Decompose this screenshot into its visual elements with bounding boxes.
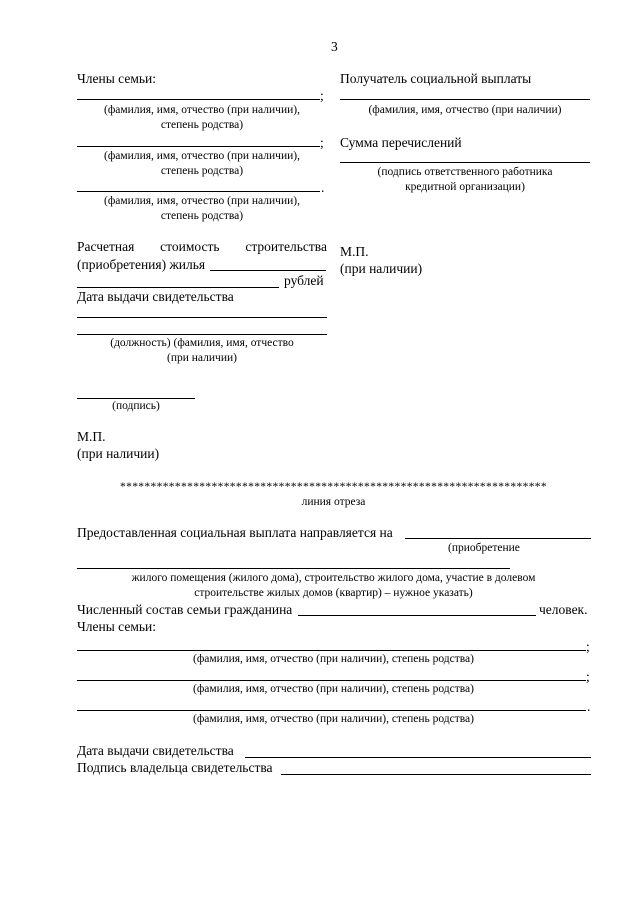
estimated-cost-line1 <box>77 240 327 254</box>
stamp-note-right: (при наличии) <box>340 261 423 276</box>
estimated-cost-word-3: строительства <box>245 239 327 254</box>
signature-line <box>77 398 195 399</box>
family-members-label: Члены семьи: <box>77 71 156 86</box>
page-number: 3 <box>331 39 338 54</box>
stub-member-caption-3: (фамилия, имя, отчество (при наличии), степень родства) <box>193 713 474 725</box>
bank-signature-caption-line2: кредитной организации) <box>405 181 525 193</box>
stub-issue-date-label: Дата выдачи свидетельства <box>77 743 234 758</box>
separator-semicolon: ; <box>320 88 324 103</box>
bank-signature-caption-line1: (подпись ответственного работника <box>377 166 553 178</box>
stub-issue-date-line <box>245 757 591 758</box>
family-count-line <box>298 615 536 616</box>
family-member-line-1 <box>77 99 320 100</box>
cut-line-label: линия отреза <box>301 496 366 508</box>
stub-member-caption-1: (фамилия, имя, отчество (при наличии), степень родства) <box>193 653 474 665</box>
issue-date-line-2 <box>77 334 327 335</box>
member-caption-3-line1: (фамилия, имя, отчество (при наличии), <box>104 195 300 207</box>
stub-family-members-label: Члены семьи: <box>77 619 156 634</box>
stub-separator-period: . <box>587 699 591 714</box>
purpose-caption-3: строительстве жилых домов (квартир) – нужное указать) <box>194 587 473 599</box>
direction-text: Предоставленная социальная выплата направляется на <box>77 525 393 540</box>
stub-member-caption-2: (фамилия, имя, отчество (при наличии), степень родства) <box>193 683 474 695</box>
member-caption-1-line1: (фамилия, имя, отчество (при наличии), <box>104 104 300 116</box>
estimated-cost-word-1: Расчетная <box>77 239 135 254</box>
signature-caption: (подпись) <box>112 400 160 412</box>
stub-separator-semicolon: ; <box>586 669 590 684</box>
issue-date-label: Дата выдачи свидетельства <box>77 289 234 304</box>
separator-semicolon: ; <box>320 135 324 150</box>
amount-label: Сумма перечислений <box>340 135 462 150</box>
member-caption-3-line2: степень родства) <box>160 210 244 222</box>
family-member-line-3 <box>77 191 320 192</box>
member-caption-2-line2: степень родства) <box>160 165 244 177</box>
purpose-caption-1: (приобретение <box>448 542 520 554</box>
stub-member-line-2 <box>77 680 586 681</box>
stub-separator-semicolon: ; <box>586 639 590 654</box>
stamp-label-left: М.П. <box>77 429 106 444</box>
family-count-label: Численный состав семьи гражданина <box>77 602 293 617</box>
recipient-label: Получатель социальной выплаты <box>340 71 532 86</box>
cut-line-stars: ********************************************************************** <box>120 481 547 493</box>
estimated-cost-line2: (приобретения) жилья <box>77 257 206 272</box>
issue-date-line-1 <box>77 317 327 318</box>
stub-member-line-3 <box>77 710 586 711</box>
stamp-note-left: (при наличии) <box>77 446 160 461</box>
estimated-cost-word-2: стоимость <box>160 239 220 254</box>
cost-fill-line-2 <box>77 287 279 288</box>
family-member-line-2 <box>77 146 320 147</box>
member-caption-1-line2: степень родства) <box>160 119 244 131</box>
direction-fill-line <box>405 538 591 539</box>
member-caption-2-line1: (фамилия, имя, отчество (при наличии), <box>104 150 300 162</box>
stub-member-line-1 <box>77 650 586 651</box>
owner-signature-line <box>281 774 591 775</box>
position-caption-line1: (должность) (фамилия, имя, отчество <box>110 337 294 349</box>
purpose-fill-line <box>77 568 510 569</box>
owner-signature-label: Подпись владельца свидетельства <box>77 760 273 775</box>
stamp-label-right: М.П. <box>340 244 369 259</box>
separator-period: . <box>321 180 325 195</box>
purpose-caption-2: жилого помещения (жилого дома), строительство жилого дома, участие в долевом <box>131 572 536 584</box>
amount-line <box>340 162 590 163</box>
cost-fill-line-1 <box>210 270 326 271</box>
persons-label: человек. <box>539 602 588 617</box>
recipient-line <box>340 99 590 100</box>
rubles-label: рублей <box>284 273 324 288</box>
recipient-caption: (фамилия, имя, отчество (при наличии) <box>368 104 562 116</box>
position-caption-line2: (при наличии) <box>167 352 237 364</box>
